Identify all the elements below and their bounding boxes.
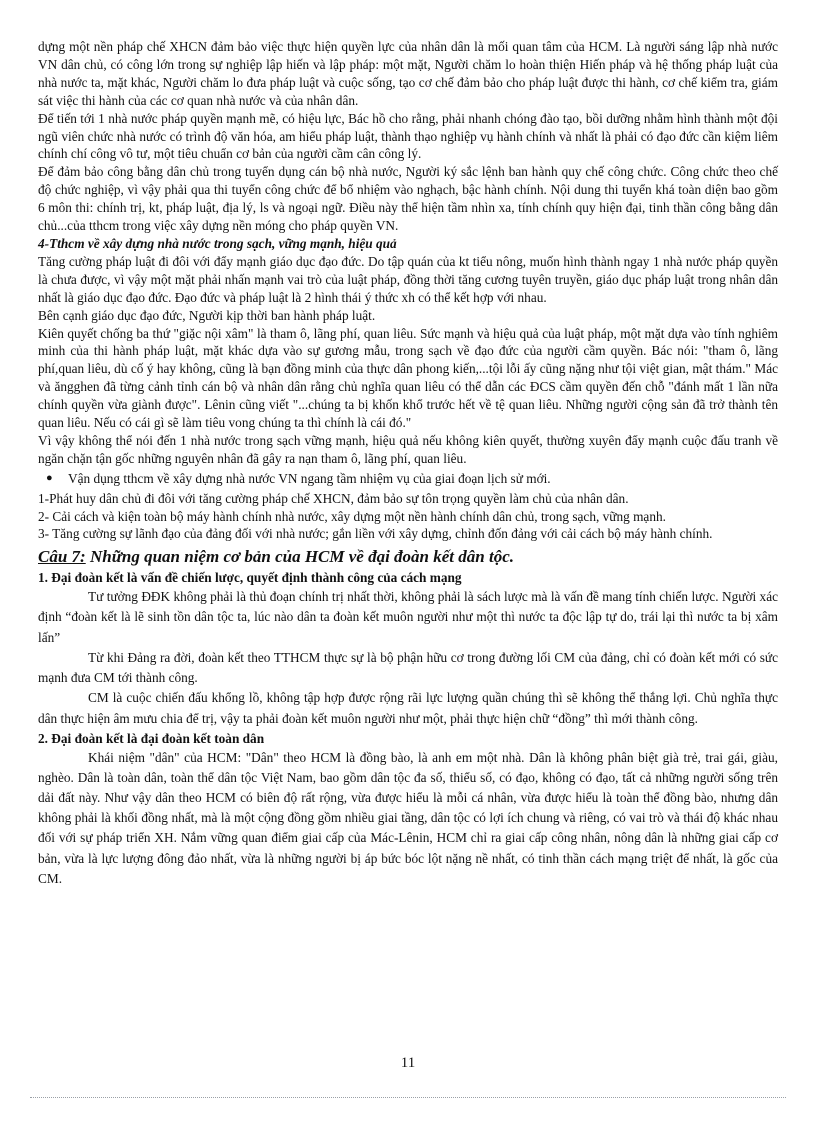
bullet-icon: ● — [46, 471, 53, 484]
paragraph: Tư tưởng ĐĐK không phải là thủ đoạn chính trị nhất thời, không phải là sách lược mà là vấn đề mang tính chiến lược. Người xác định “đoàn kết là lẽ sinh tồn dân tộc ta, lúc nào dân ta đoàn kết muôn người như một thì nước ta độc lập tự do, trái lại thì nước ta bị xâm lấn” — [38, 589, 778, 645]
heading-4: 4-Tthcm về xây dựng nhà nước trong sạch, vững mạnh, hiệu quả — [38, 235, 397, 251]
paragraph: dựng một nền pháp chế XHCN đảm bảo việc thực hiện quyền lực của nhân dân là mối quan tâm của HCM. Là người sáng lập nhà nước VN dân chủ, có công lớn trong sự nghiệp lập hiến và lập pháp: một mặt, Người chăm lo hoàn thiện Hiến pháp và hệ thống pháp luật của nhà nước ta, mặt khác, Người chăm lo đưa pháp luật và cuộc sống, tạo cơ chế đảm bảo cho pháp luật được thi hành, cơ chế kiểm tra, giám sát việc thi hành của các cơ quan nhà nước và của nhân dân. — [38, 39, 778, 108]
paragraph: CM là cuộc chiến đấu khổng lồ, không tập hợp được rộng rãi lực lượng quần chúng thì sẽ không thể thắng lợi. Chủ nghĩa thực dân thực hiện âm mưu chia để trị, vậy ta phải đoàn kết muôn người như một, phải thực hiện chữ “đồng” thì mới thành công. — [38, 690, 778, 726]
paragraph: Tăng cường pháp luật đi đôi với đẩy mạnh giáo dục đạo đức. Do tập quán của kt tiểu nông, muốn hình thành ngay 1 nhà nước pháp quyền là chưa được, vì vậy một mặt phải nhấn mạnh vai trò của luật pháp, đồng thời tăng cương tuyên truyền, giáo dục pháp luật trong nhân dân nhất là giáo dục đạo đức. Đạo đức và pháp luật là 2 hình thái ý thức xh có thể kết hợp với nhau. — [38, 253, 778, 305]
paragraph: Bên cạnh giáo dục đạo đức, Người kịp thời ban hành pháp luật. — [38, 307, 376, 323]
section-1-title: 1. Đại đoàn kết là vấn đề chiến lược, quyết định thành công của cách mạng — [38, 570, 462, 586]
paragraph: Vì vậy không thể nói đến 1 nhà nước trong sạch vững mạnh, hiệu quả nếu không kiên quyết, thường xuyên đẩy mạnh cuộc đấu tranh về ngăn chặn tận gốc những nguyên nhân đã gây ra nạn tham ô, lãng phí, quan liêu. — [38, 432, 778, 466]
paragraph: Khái niệm "dân" của HCM: "Dân" theo HCM là đồng bào, là anh em một nhà. Dân là không phân biệt già trẻ, trai gái, giàu, nghèo. Dân là toàn dân, toàn thể dân tộc Việt Nam, bao gồm dân tộc đa số, thiểu số, có đạo, không có đạo, tất cả những người sống trên dải đất này. Như vậy dân theo HCM có biên độ rất rộng, vừa được hiểu là mỗi cá nhân, vừa được hiểu là toàn thể đồng bào, nhưng dân không phải là khối đồng nhất, mà là một cộng đồng gồm nhiều giai tầng, dân tộc có lợi ích chung và riêng, có vai trò và thái độ khác nhau đối với sự pháp triển XH. Nắm vững quan điểm giai cấp của Mác-Lênin, HCM chỉ ra giai cấp công nhân, nông dân là những giai cấp cơ bản, vừa là lực lượng đông đảo nhất, vừa là những người bị áp bức bóc lột nặng nề nhất, có tinh thần cách mạng triệt để nhất, là gốc của CM. — [38, 749, 778, 886]
bullet-text: Vận dụng tthcm về xây dựng nhà nước VN ngang tầm nhiệm vụ của giai đoạn lịch sử mới. — [68, 470, 551, 486]
question-number: Câu 7: — [38, 547, 86, 567]
bullet-item — [46, 470, 778, 488]
question-heading — [38, 546, 778, 568]
section-2-title: 2. Đại đoàn kết là đại đoàn kết toàn dân — [38, 730, 265, 746]
document-page — [38, 38, 778, 889]
list-item: 3- Tăng cường sự lãnh đạo của đảng đối với nhà nước; gắn liền với xây dựng, chỉnh đốn đảng với cải cách bộ máy hành chính. — [38, 526, 713, 542]
page-number: 11 — [400, 1055, 416, 1071]
paragraph: Để tiến tới 1 nhà nước pháp quyền mạnh mẽ, có hiệu lực, Bác hồ cho rằng, phải nhanh chóng đào tạo, bồi dưỡng nhằm hình thành một đội ngũ viên chức nhà nước có trình độ văn hóa, am hiểu pháp luật, thành thạo nghiệp vụ hành chính và nhất là phải có đạo đức cần kiệm liêm chính chí công vô tư, một tiêu chuẩn cơ bản của người cầm cân công lý. — [38, 110, 778, 162]
list-item: 1-Phát huy dân chủ đi đôi với tăng cường pháp chế XHCN, đảm bảo sự tôn trọng quyền làm chủ của nhân dân. — [38, 490, 629, 506]
paragraph: Kiên quyết chống ba thứ "giặc nội xâm" là tham ô, lãng phí, quan liêu. Sức mạnh và hiệu quả của luật pháp, một mặt dựa vào tính nghiêm minh của thi hành pháp luật, mặt khác dựa vào sự gương mẫu, trong sạch về đạo đức của người cầm quyền. Bác nói: "tham ô, lãng phí,quan liêu, dù cố ý hay không, cũng là bạn đồng minh của thực dân phong kiến,...tội lỗi ấy cũng nặng như tội việt gian, mật thám." Mác và ăngghen đã từng cảnh tỉnh cán bộ và nhân dân rằng chủ nghĩa quan liêu có thể dẫn các ĐCS cầm quyền đến chỗ "đánh mất 1 lần nữa chính quyền vừa giành được". Lênin cũng viết "...chúng ta bị khốn khổ trước hết về tệ quan liêu. Những người cộng sản đã trở thành tên quan liêu. Nếu có cái gì sẽ làm tiêu vong chúng ta thì chính là cái đó." — [38, 325, 778, 431]
list-item: 2- Cải cách và kiện toàn bộ máy hành chính nhà nước, xây dựng một nền hành chính dân chủ, trong sạch, vững mạnh. — [38, 508, 666, 524]
question-title: Những quan niệm cơ bản của HCM về đại đoàn kết dân tộc. — [85, 547, 515, 567]
paragraph: Từ khi Đảng ra đời, đoàn kết theo TTHCM thực sự là bộ phận hữu cơ trong đường lối CM của đảng, chỉ có đoàn kết mới có sức mạnh đưa CM tới thành công. — [38, 649, 778, 686]
footer-divider — [30, 1097, 786, 1098]
paragraph: Để đảm bảo công bằng dân chủ trong tuyển dụng cán bộ nhà nước, Người ký sắc lệnh ban hành quy chế công chức. Công chức theo chế độ chức nghiệp, vì vậy phải qua thi tuyển công chức để bổ nhiệm vào nghạch, bậc hành chính. Nội dung thi tuyển khá toàn diện bao gồm 6 môn thi: chính trị, kt, pháp luật, địa lý, ls và ngoại ngữ. Điều này thể hiện tầm nhìn xa, tính chính quy hiện đại, tinh thần công bằng dân chủ...của tthcm trong việc xây dựng nền móng cho pháp quyền VN. — [38, 164, 778, 234]
